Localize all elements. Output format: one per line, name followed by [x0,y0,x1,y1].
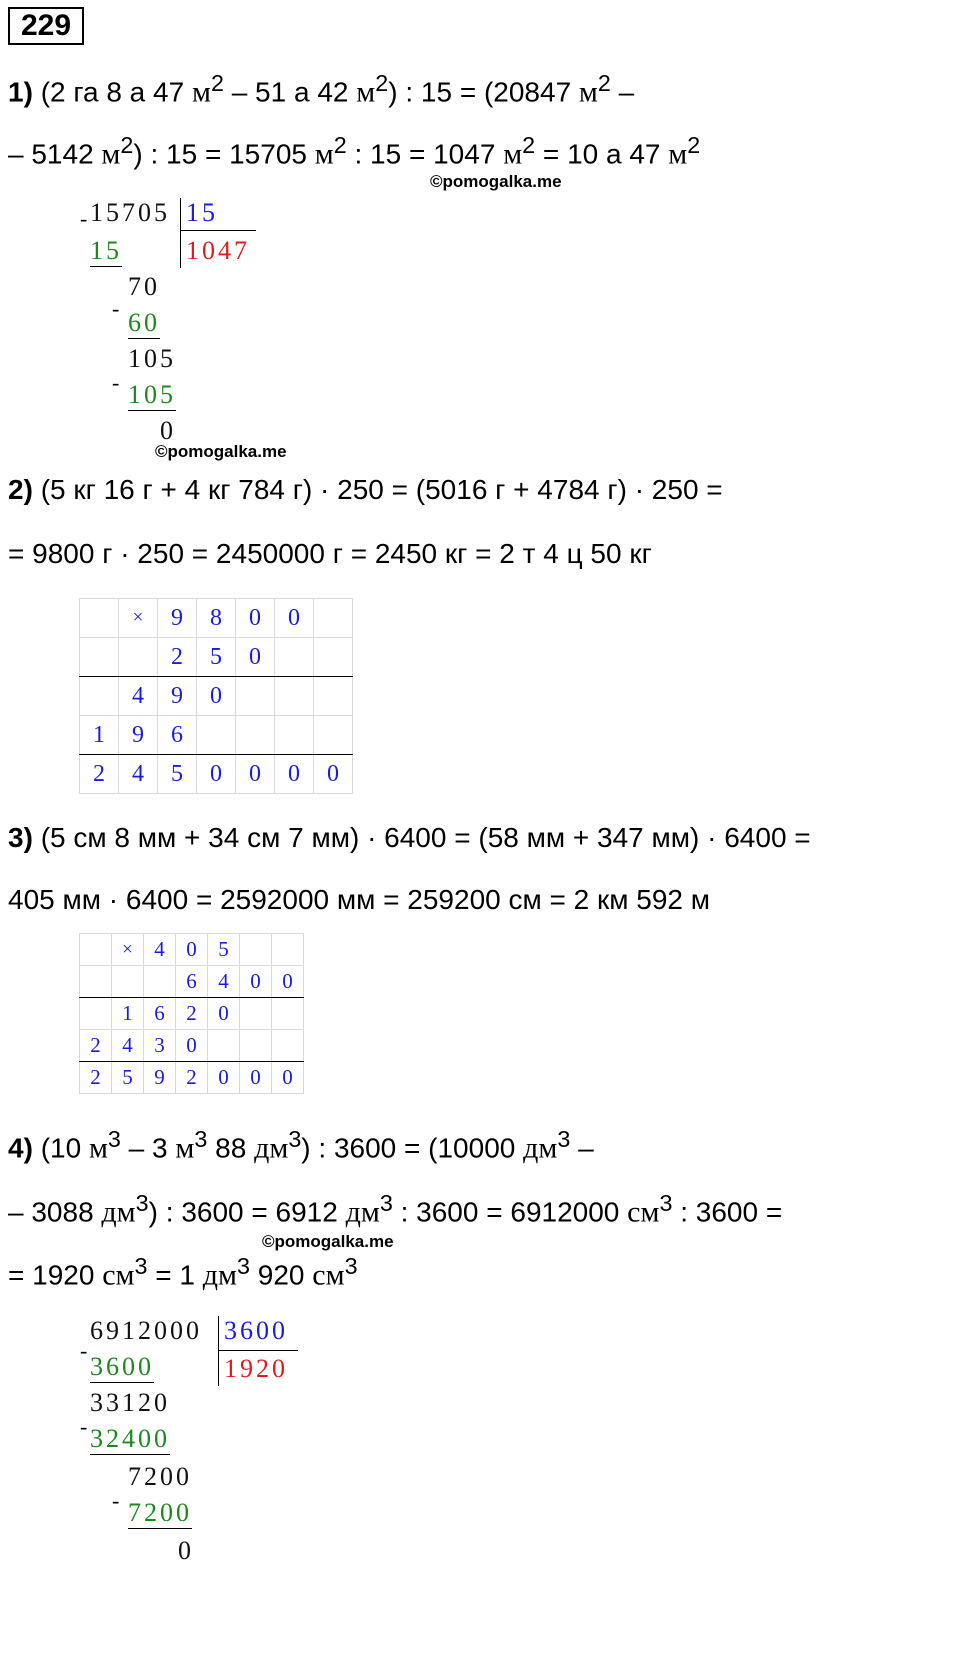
watermark: ©pomogalka.me [430,172,562,191]
grid-cell [80,998,112,1030]
grid-cell: 4 [208,966,240,998]
grid-cell: 4 [144,934,176,966]
p1-step: 105 [128,380,176,409]
grid-cell: 0 [208,998,240,1030]
grid-cell: 5 [158,755,197,794]
grid-cell [314,677,353,716]
grid-cell [275,638,314,677]
p4-divisor: 3600 [224,1316,288,1345]
p4-dividend: 6912000 [90,1316,202,1345]
grid-cell [240,934,272,966]
grid-cell: 0 [176,1030,208,1062]
grid-cell [208,1030,240,1062]
grid-cell [197,716,236,755]
grid-cell: 9 [158,677,197,716]
p3-line2: 405 мм · 6400 = 2592000 мм = 259200 см = 2 км 592 м [8,884,711,915]
grid-cell: 0 [275,755,314,794]
grid-cell: 0 [236,638,275,677]
grid-cell: 9 [158,599,197,638]
p1-step: 70 [128,272,160,301]
grid-cell: 0 [236,755,275,794]
grid-cell: 0 [176,934,208,966]
grid-cell: 2 [176,1062,208,1094]
grid-cell: 8 [197,599,236,638]
p1-line2: – 5142 $м^2$) : 15 = 15705 $м^2$ : 15 = 1047 $м^2 = 10$ а 47 $м^2$ [8,132,701,171]
grid-cell: 2 [158,638,197,677]
task-number: 229 [8,7,84,45]
p1-dividend: 15705 [90,198,170,227]
grid-cell: 1 [80,716,119,755]
p1-line1: 1) (2 га 8 а 47 $м^2 - 51$ а 42 $м^2$) : 15 = (20847 $м^2$ – [8,70,635,109]
grid-cell: 0 [314,755,353,794]
p2-multiplication-grid [79,598,353,794]
p3-line1: 3) (5 см 8 мм + 34 см 7 мм) · 6400 = (58 мм + 347 мм) · 6400 = [8,822,811,853]
grid-cell: 6 [158,716,197,755]
grid-cell: 3 [144,1030,176,1062]
grid-cell: 5 [112,1062,144,1094]
p3-multiplication-grid [79,933,304,1094]
p4-line1: 4) (10 $м^3 - 3$ $м^3$ 88 $дм^3$) : 3600 = (10000 $дм^3$ – [8,1126,594,1165]
grid-cell: 4 [119,677,158,716]
grid-cell [80,638,119,677]
grid-cell [275,677,314,716]
grid-cell: 0 [240,1062,272,1094]
grid-cell [112,966,144,998]
grid-cell: 0 [197,755,236,794]
grid-cell: 6 [176,966,208,998]
grid-cell: 5 [208,934,240,966]
grid-cell: 4 [112,1030,144,1062]
p1-step: 0 [160,416,176,445]
grid-cell [80,677,119,716]
grid-cell [314,716,353,755]
p2-line1: 2) (5 кг 16 г + 4 кг 784 г) · 250 = (5016 г + 4784 г) · 250 = [8,474,723,505]
p1-divisor: 15 [186,198,218,227]
grid-cell: 1 [112,998,144,1030]
p4-line3: = 1920 $см^3 = 1$ $дм^3$ 920 $см^3$ [8,1253,358,1292]
grid-cell: 2 [80,1062,112,1094]
grid-cell [236,716,275,755]
grid-cell [272,934,304,966]
grid-cell [80,599,119,638]
p1-step: 15 [90,236,122,265]
grid-cell: 4 [119,755,158,794]
grid-cell [80,934,112,966]
grid-cell: 2 [176,998,208,1030]
p4-step: 32400 [90,1424,170,1453]
p4-line2: – 3088 $дм^3$) : 3600 = 6912 $дм^3$ : 3600 = 6912000 $см^3$ : 3600 = [8,1190,783,1229]
p1-quotient: 1047 [186,236,250,265]
grid-cell: 5 [197,638,236,677]
p4-step: 7200 [128,1462,192,1491]
watermark: ©pomogalka.me [262,1232,394,1251]
grid-cell [119,638,158,677]
grid-cell: 0 [240,966,272,998]
grid-cell: × [112,934,144,966]
grid-cell: 9 [119,716,158,755]
grid-cell: 2 [80,755,119,794]
grid-cell [80,966,112,998]
grid-cell [144,966,176,998]
grid-cell: 6 [144,998,176,1030]
grid-cell: 2 [80,1030,112,1062]
grid-cell [240,1030,272,1062]
watermark: ©pomogalka.me [155,442,287,461]
p4-step: 0 [178,1536,194,1565]
grid-cell: 9 [144,1062,176,1094]
grid-cell: 0 [275,599,314,638]
grid-cell: × [119,599,158,638]
grid-cell [272,1030,304,1062]
p4-step: 7200 [128,1498,192,1527]
p4-step: 3600 [90,1352,154,1381]
grid-cell: 0 [272,966,304,998]
grid-cell: 0 [236,599,275,638]
grid-cell: 0 [208,1062,240,1094]
grid-cell [314,638,353,677]
p1-step: 60 [128,308,160,337]
grid-cell [272,998,304,1030]
grid-cell: 0 [197,677,236,716]
p4-step: 33120 [90,1388,170,1417]
p1-step: 105 [128,344,176,373]
grid-cell: 0 [272,1062,304,1094]
grid-cell [275,716,314,755]
grid-cell [240,998,272,1030]
grid-cell [236,677,275,716]
p2-line2: = 9800 г · 250 = 2450000 г = 2450 кг = 2 т 4 ц 50 кг [8,538,652,569]
p4-quotient: 1920 [224,1354,288,1383]
grid-cell [314,599,353,638]
